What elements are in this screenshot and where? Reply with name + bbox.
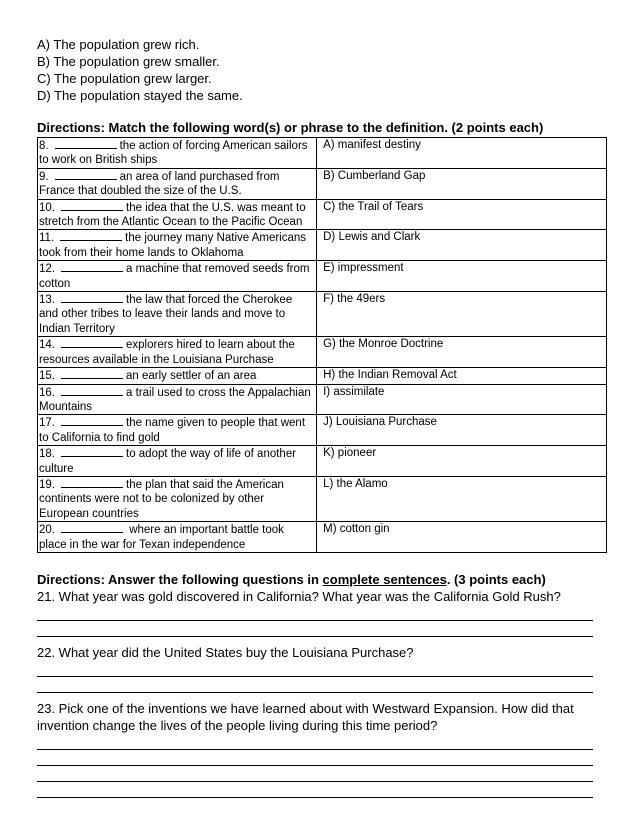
answer-blank[interactable] <box>61 385 123 396</box>
spacer <box>37 693 607 700</box>
term-text: M) cotton gin <box>323 523 390 536</box>
definition-text: a trail used to cross the Appalachian Mountains <box>39 386 311 413</box>
item-number: 12. <box>39 263 55 276</box>
question-text: 22. What year did the United States buy the Louisiana Purchase? <box>37 644 414 660</box>
matching-row <box>38 261 607 292</box>
matching-row <box>38 199 607 230</box>
item-number: 19. <box>39 478 55 491</box>
answer-blank[interactable] <box>61 522 123 533</box>
answer-directions-prefix: Directions: Answer the following questions in <box>37 571 323 587</box>
term-cell <box>317 292 607 337</box>
answer-line[interactable] <box>37 661 593 677</box>
matching-row <box>38 384 607 415</box>
answer-line[interactable] <box>37 782 593 798</box>
definition-cell <box>38 337 317 368</box>
item-number: 14. <box>39 339 55 352</box>
item-number: 20. <box>39 524 55 537</box>
definition-cell <box>38 292 317 337</box>
term-cell <box>317 446 607 477</box>
definition-text: the journey many Native Americans took from their home lands to Oklahoma <box>39 232 307 259</box>
answer-blank[interactable] <box>61 292 123 303</box>
definition-cell <box>38 368 317 384</box>
term-cell <box>317 199 607 230</box>
term-text: D) Lewis and Clark <box>323 231 421 244</box>
term-text: E) impressment <box>323 262 404 275</box>
definition-text: the name given to people that went to California to find gold <box>39 417 306 444</box>
term-text: H) the Indian Removal Act <box>323 369 457 382</box>
answer-blank[interactable] <box>61 261 123 272</box>
definition-text: the plan that said the American continents were not to be colonized by other European countries <box>39 478 284 520</box>
question-block <box>37 700 607 798</box>
term-text: I) assimilate <box>323 385 385 398</box>
answer-blank[interactable] <box>61 446 123 457</box>
term-text: C) the Trail of Tears <box>323 200 424 213</box>
term-text: A) manifest destiny <box>323 139 421 151</box>
matching-row <box>38 446 607 477</box>
definition-text: explorers hired to learn about the resources available in the Louisiana Purchase <box>39 339 295 366</box>
definition-text: a machine that removed seeds from cotton <box>39 263 310 290</box>
term-cell <box>317 384 607 415</box>
term-cell <box>317 522 607 553</box>
definition-text: the action of forcing American sailors to work on British ships <box>39 140 308 167</box>
answer-line[interactable] <box>37 750 593 766</box>
question-block <box>37 588 607 644</box>
answer-blank[interactable] <box>61 477 123 488</box>
answer-blank[interactable] <box>60 230 122 241</box>
term-text: K) pioneer <box>323 447 377 460</box>
item-number: 8. <box>39 140 49 152</box>
definition-text: an area of land purchased from France that doubled the size of the U.S. <box>39 170 280 198</box>
short-answer-questions <box>37 588 607 798</box>
answer-directions <box>37 572 607 588</box>
matching-table <box>37 137 607 553</box>
multiple-choice-options <box>37 36 607 104</box>
matching-row <box>38 138 607 169</box>
term-cell <box>317 138 607 169</box>
answer-directions-underlined: complete sentences <box>322 571 447 587</box>
definition-cell <box>38 230 317 261</box>
term-text: B) Cumberland Gap <box>323 169 426 182</box>
item-number: 9. <box>39 170 49 183</box>
definition-cell <box>38 199 317 230</box>
definition-cell <box>38 415 317 446</box>
term-cell <box>317 368 607 384</box>
answer-directions-suffix: . (3 points each) <box>446 571 546 587</box>
definition-cell <box>38 446 317 477</box>
spacer <box>37 637 607 644</box>
answer-line[interactable] <box>37 605 593 621</box>
definition-text: to adopt the way of life of another culture <box>39 448 297 475</box>
definition-text: where an important battle took place in the war for Texan independence <box>39 524 284 551</box>
definition-cell <box>38 522 317 553</box>
question-text: 21. What year was gold discovered in California? What year was the California Gold Rush? <box>37 588 561 604</box>
item-number: 15. <box>39 370 55 383</box>
term-text: F) the 49ers <box>323 293 386 306</box>
matching-row <box>38 168 607 199</box>
definition-cell <box>38 476 317 521</box>
term-text: L) the Alamo <box>323 477 388 490</box>
term-cell <box>317 261 607 292</box>
definition-text: the law that forced the Cherokee and other tribes to leave their lands and move to Indian Territory <box>39 294 293 335</box>
matching-row <box>38 230 607 261</box>
matching-row <box>38 337 607 368</box>
answer-line[interactable] <box>37 677 593 693</box>
answer-blank[interactable] <box>61 337 123 348</box>
answer-line[interactable] <box>37 734 593 750</box>
answer-line[interactable] <box>37 766 593 782</box>
item-number: 18. <box>39 448 55 461</box>
term-cell <box>317 337 607 368</box>
definition-text: an early settler of an area <box>126 370 257 383</box>
term-text: J) Louisiana Purchase <box>323 416 437 429</box>
item-number: 13. <box>39 294 55 307</box>
definition-cell <box>38 138 317 169</box>
answer-blank[interactable] <box>61 368 123 379</box>
mc-option-c: C) The population grew larger. <box>37 71 212 86</box>
mc-option-a: A) The population grew rich. <box>37 37 200 52</box>
answer-line[interactable] <box>37 621 593 637</box>
matching-row <box>38 476 607 521</box>
item-number: 10. <box>39 201 55 214</box>
term-cell <box>317 230 607 261</box>
term-text: G) the Monroe Doctrine <box>323 338 444 351</box>
matching-row <box>38 292 607 337</box>
mc-option-b: B) The population grew smaller. <box>37 54 220 69</box>
matching-directions: Directions: Match the following word(s) or phrase to the definition. (2 points each) <box>37 120 544 135</box>
question-text: 23. Pick one of the inventions we have learned about with Westward Expansion. How did that invention change the lives of the people living during this time period? <box>37 700 574 733</box>
term-cell <box>317 476 607 521</box>
definition-text: the idea that the U.S. was meant to stretch from the Atlantic Ocean to the Pacific Ocean <box>39 201 306 229</box>
item-number: 17. <box>39 417 55 430</box>
question-block <box>37 644 607 700</box>
answer-blank[interactable] <box>55 138 117 149</box>
term-cell <box>317 168 607 199</box>
definition-cell <box>38 261 317 292</box>
answer-blank[interactable] <box>55 169 117 180</box>
mc-option-d: D) The population stayed the same. <box>37 88 243 103</box>
matching-row <box>38 415 607 446</box>
answer-blank[interactable] <box>61 200 123 211</box>
answer-blank[interactable] <box>61 415 123 426</box>
definition-cell <box>38 384 317 415</box>
matching-row <box>38 522 607 553</box>
item-number: 11. <box>39 232 55 245</box>
item-number: 16. <box>39 386 55 399</box>
definition-cell <box>38 168 317 199</box>
term-cell <box>317 415 607 446</box>
matching-row <box>38 368 607 384</box>
worksheet-page <box>37 36 607 798</box>
